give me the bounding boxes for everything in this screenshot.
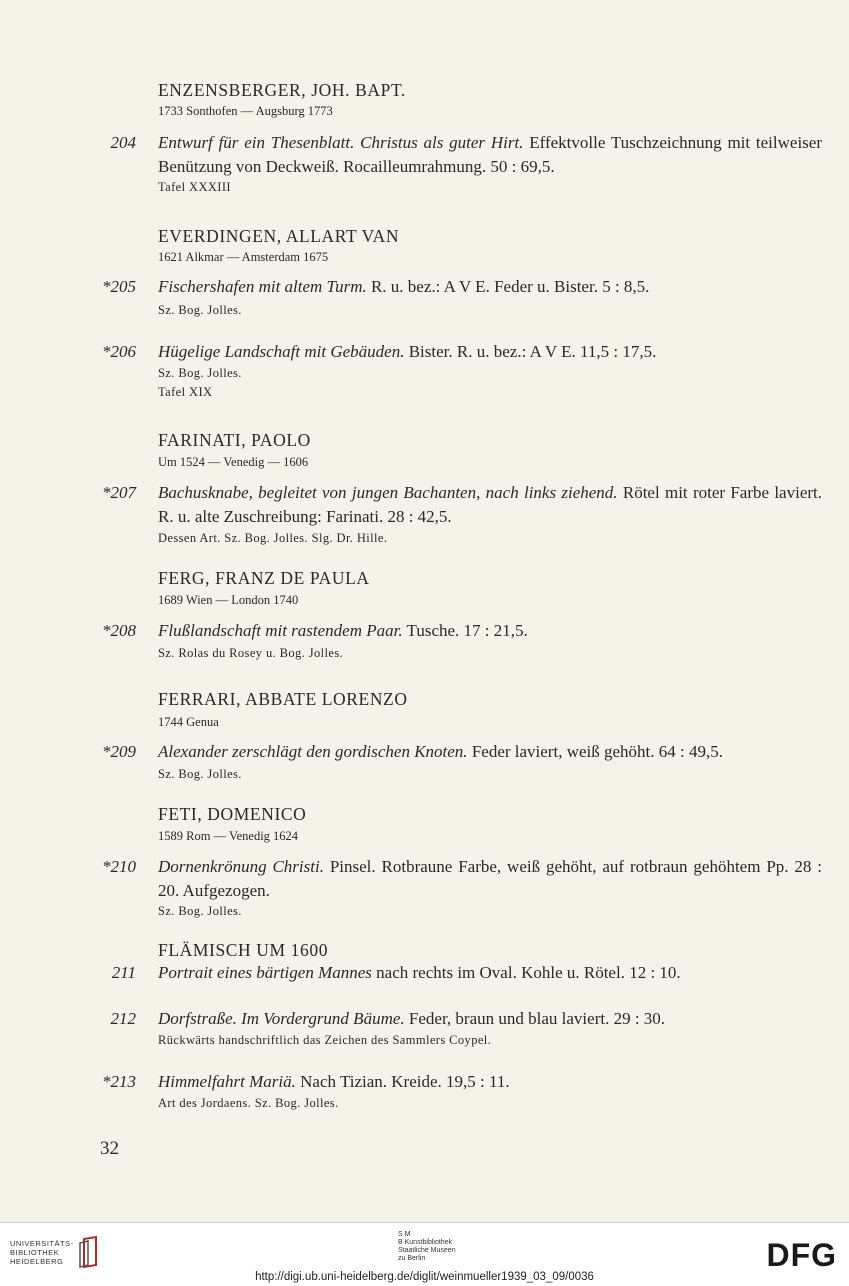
lot-details: Bister. R. u. bez.: A V E. 11,5 : 17,5. [404, 342, 657, 361]
lot-note: Rückwärts handschriftlich das Zeichen des Sammlers Coypel. [158, 1033, 492, 1047]
artist-life: 1744 Genua [158, 715, 219, 729]
source-url-link[interactable]: http://digi.ub.uni-heidelberg.de/diglit/weinmueller1939_03_09/0036 [255, 1271, 594, 1283]
lot-note: Sz. Bog. Jolles. [158, 303, 242, 317]
lot-number: 211 [111, 963, 136, 982]
artist-life: 1589 Rom — Venedig 1624 [158, 829, 299, 843]
footer-bar [0, 1222, 849, 1286]
lot-description [158, 740, 822, 764]
lot-details: Rötel mit roter Farbe laviert. R. u. alte Zuschreibung: Farinati. 28 : 42,5. [158, 483, 822, 526]
lot-details: Feder, braun und blau laviert. 29 : 30. [404, 1009, 666, 1028]
lot-number: *206 [102, 342, 136, 361]
artist-name: FERG, FRANZ DE PAULA [158, 568, 370, 588]
lot-title: Flußlandschaft mit rastendem Paar. [158, 621, 403, 640]
lot-details: Feder laviert, weiß gehöht. 64 : 49,5. [467, 742, 723, 761]
lot-title: Alexander zerschlägt den gordischen Knoten. [158, 742, 468, 761]
library-logo-line: UNIVERSITÄTS- [10, 1239, 74, 1248]
museum-logo-line: Staatliche Museen [398, 1247, 456, 1254]
library-logo-line: HEIDELBERG [10, 1257, 64, 1266]
lot-details: Effektvolle Tuschzeichnung mit teilweiser Benützung von Deckweiß. Rocailleumrahmung. 50 : 69,5. [158, 133, 822, 176]
lot-title: Bachusknabe, begleitet von jungen Bachanten, nach links ziehend. [158, 483, 618, 502]
library-logo[interactable] [10, 1239, 74, 1266]
lot-title: Portrait eines bärtigen Mannes [158, 963, 372, 982]
dfg-logo[interactable]: DFG [766, 1237, 837, 1273]
lot-details: Tusche. 17 : 21,5. [402, 621, 528, 640]
lot-note: Sz. Bog. Jolles. [158, 904, 242, 918]
lot-details: Pinsel. Rotbraune Farbe, weiß gehöht, auf rotbraun gehöhtem Pp. 28 : 20. Aufgezogen. [158, 857, 822, 900]
artist-name: FERRARI, ABBATE LORENZO [158, 689, 408, 709]
lot-note: Dessen Art. Sz. Bog. Jolles. Slg. Dr. Hille. [158, 531, 388, 545]
museum-logo-line: zu Berlin [398, 1255, 426, 1262]
lot-description [158, 340, 822, 364]
lot-number: 212 [110, 1009, 136, 1028]
artist-life: 1621 Alkmar — Amsterdam 1675 [158, 250, 329, 264]
lot-number: *207 [102, 483, 136, 502]
lot-note: Tafel XXXIII [158, 180, 231, 194]
lot-title: Fischershafen mit altem Turm. [158, 277, 367, 296]
lot-details: Nach Tizian. Kreide. 19,5 : 11. [295, 1072, 510, 1091]
artist-name: FARINATI, PAOLO [158, 430, 311, 450]
lot-title: Himmelfahrt Mariä. [158, 1072, 296, 1091]
lot-description [158, 275, 822, 299]
artist-name: EVERDINGEN, ALLART VAN [158, 226, 400, 246]
page-number: 32 [100, 1138, 119, 1159]
lot-number: 204 [110, 133, 136, 152]
museum-logo-line: B Kunstbibliothek [398, 1239, 453, 1246]
lot-title: Dorfstraße. Im Vordergrund Bäume. [158, 1009, 405, 1028]
lot-description [158, 961, 822, 985]
lot-title: Entwurf für ein Thesenblatt. Christus als guter Hirt. [158, 133, 524, 152]
lot-note: Sz. Bog. Jolles. [158, 366, 242, 380]
lot-description [158, 481, 822, 529]
lot-title: Hügelige Landschaft mit Gebäuden. [158, 342, 405, 361]
artist-life: 1689 Wien — London 1740 [158, 593, 299, 607]
lot-note: Art des Jordaens. Sz. Bog. Jolles. [158, 1096, 339, 1110]
artist-life: Um 1524 — Venedig — 1606 [158, 455, 309, 469]
library-logo-line: BIBLIOTHEK [10, 1248, 60, 1257]
museum-logo-line: S M [398, 1231, 411, 1238]
lot-number: *209 [102, 742, 136, 761]
artist-name: ENZENSBERGER, JOH. BAPT. [158, 80, 406, 100]
lot-details: nach rechts im Oval. Kohle u. Rötel. 12 : 10. [371, 963, 681, 982]
lot-note: Sz. Rolas du Rosey u. Bog. Jolles. [158, 646, 344, 660]
artist-name: FETI, DOMENICO [158, 804, 307, 824]
lot-number: *205 [102, 277, 136, 296]
lot-description [158, 619, 822, 643]
lot-description [158, 1007, 822, 1031]
lot-number: *210 [102, 857, 136, 876]
artist-name: FLÄMISCH UM 1600 [158, 940, 329, 960]
lot-note: Sz. Bog. Jolles. [158, 767, 242, 781]
library-emblem-icon [78, 1235, 100, 1269]
lot-description [158, 131, 822, 179]
lot-description [158, 1070, 822, 1094]
artist-life: 1733 Sonthofen — Augsburg 1773 [158, 104, 333, 118]
lot-number: *208 [102, 621, 136, 640]
lot-description [158, 855, 822, 903]
museum-logo[interactable] [398, 1231, 456, 1263]
lot-title: Dornenkrönung Christi. [158, 857, 324, 876]
lot-plate: Tafel XIX [158, 385, 213, 399]
lot-number: *213 [102, 1072, 136, 1091]
lot-details: R. u. bez.: A V E. Feder u. Bister. 5 : 8,5. [366, 277, 650, 296]
